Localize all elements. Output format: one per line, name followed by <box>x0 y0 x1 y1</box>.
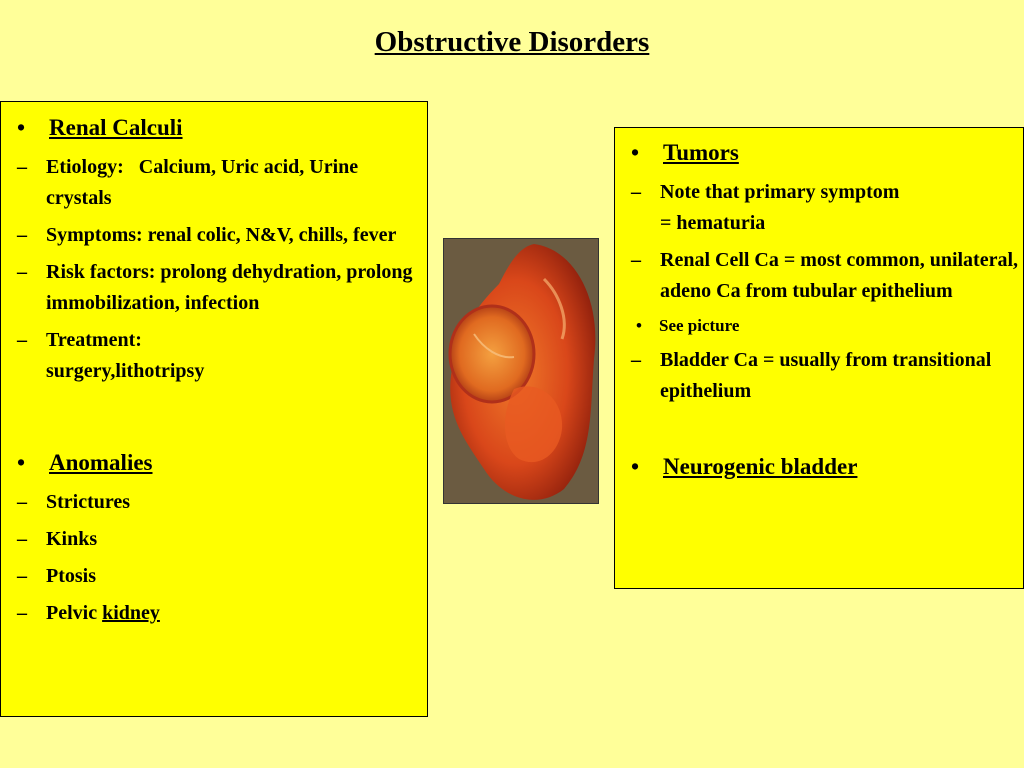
right-content-box <box>614 127 1024 589</box>
section-heading: Neurogenic bladder <box>663 454 858 479</box>
sub-item-text: See picture <box>659 316 740 335</box>
dash: – <box>17 491 27 513</box>
dash: – <box>17 224 27 246</box>
left-content-box <box>0 101 428 717</box>
item-text-underlined: kidney <box>102 602 160 624</box>
item-text: Pelvic <box>46 602 103 624</box>
section-heading: Tumors <box>663 140 739 165</box>
list-item <box>1 524 427 555</box>
dash: – <box>631 249 641 271</box>
section-anomalies <box>1 449 427 629</box>
dash: – <box>631 181 641 203</box>
bullet: • <box>631 140 640 165</box>
item-text: Bladder Ca = usually from transitional epithelium <box>660 349 992 402</box>
bullet: • <box>636 316 642 335</box>
kidney-tumor-image <box>444 239 599 504</box>
list-item <box>615 177 1023 239</box>
dash: – <box>17 602 27 624</box>
section-neurogenic-bladder <box>615 453 1023 481</box>
bullet: • <box>631 454 640 479</box>
item-text: Renal Cell Ca = most common, unilateral, adeno Ca from tubular epithelium <box>660 249 1019 302</box>
item-text: Kinks <box>46 528 98 550</box>
slide-title: Obstructive Disorders <box>374 26 650 58</box>
sub-list-item <box>615 313 1023 339</box>
list-item <box>1 561 427 592</box>
list-item <box>1 487 427 518</box>
kidney-tumor-photo <box>443 238 599 504</box>
list-item <box>615 345 1023 407</box>
dash: – <box>17 156 27 178</box>
item-text: Etiology: Calcium, Uric acid, Urine crystals <box>46 156 364 209</box>
item-text: Ptosis <box>46 565 96 587</box>
dash: – <box>631 349 641 371</box>
dash: – <box>17 565 27 587</box>
section-heading: Renal Calculi <box>49 115 183 140</box>
dash: – <box>17 329 27 351</box>
spacer <box>1 387 427 449</box>
bullet: • <box>17 450 26 475</box>
dash: – <box>17 261 27 283</box>
item-text: Symptoms: renal colic, N&V, chills, fever <box>46 224 397 246</box>
bullet: • <box>17 115 26 140</box>
list-item <box>1 220 427 251</box>
section-tumors <box>615 139 1023 407</box>
list-item <box>1 598 427 629</box>
list-item <box>1 152 427 214</box>
item-text: Note that primary symptom = hematuria <box>660 181 900 234</box>
list-item <box>1 325 427 387</box>
item-text: Treatment: surgery,lithotripsy <box>46 329 205 382</box>
list-item <box>615 245 1023 339</box>
dash: – <box>17 528 27 550</box>
item-text: Strictures <box>46 491 131 513</box>
section-heading: Anomalies <box>49 450 153 475</box>
spacer <box>615 407 1023 453</box>
list-item <box>1 257 427 319</box>
item-text: Risk factors: prolong dehydration, prolong immobilization, infection <box>46 261 413 314</box>
section-renal-calculi <box>1 114 427 387</box>
